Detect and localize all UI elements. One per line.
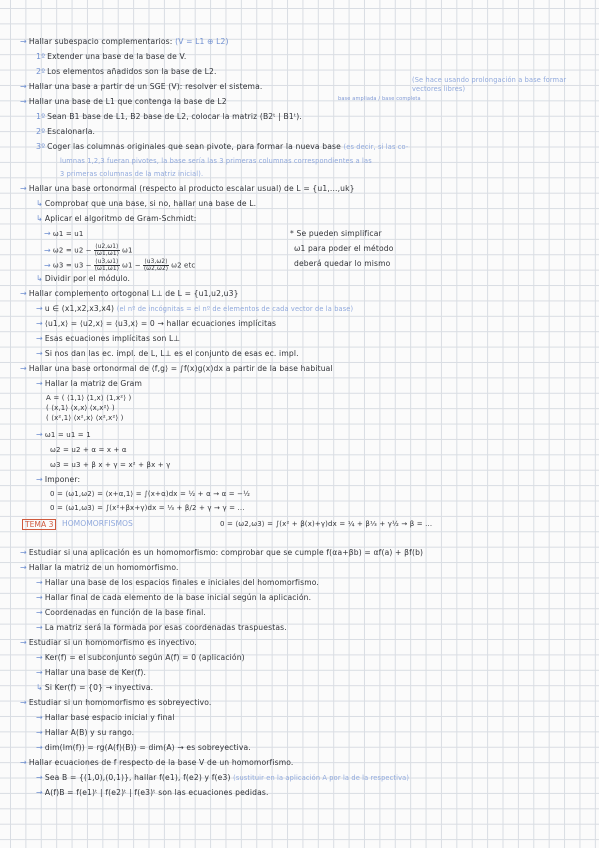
note-line: 1º Extender una base de la base de V. bbox=[36, 52, 187, 61]
note-line: → Estudiar si un homomorfismo es sobreyectivo. bbox=[20, 698, 212, 707]
note-line: 2º Los elementos añadidos son la base de L2. bbox=[36, 67, 217, 76]
section-title: HOMOMORFISMOS bbox=[62, 519, 133, 528]
margin-note: ω1 para poder el método bbox=[294, 244, 394, 253]
note-line: → ⟨u1,x⟩ = ⟨u2,x⟩ = ⟨u3,x⟩ = 0 → hallar ecuaciones implícitas bbox=[36, 319, 277, 328]
margin-note: deberá quedar lo mismo bbox=[294, 259, 391, 268]
matrix-row: ( ⟨x,1⟩ ⟨x,x⟩ ⟨x,x²⟩ ) bbox=[46, 404, 115, 412]
formula-line: ω2 = u2 + α = x + α bbox=[50, 446, 127, 454]
note-line: 1º Sean B1 base de L1, B2 base de L2, colocar la matriz (B2ᵗ | B1ᵗ). bbox=[36, 112, 302, 121]
note-line: → Hallar la matriz de Gram bbox=[36, 379, 143, 388]
margin-note: 3 primeras columnas de la matriz inicial). bbox=[60, 170, 204, 178]
formula-line: → ω1 = u1 = 1 bbox=[36, 430, 91, 439]
matrix-row: A = ( ⟨1,1⟩ ⟨1,x⟩ ⟨1,x²⟩ ) bbox=[46, 394, 132, 402]
note-line: → Estudiar si una aplicación es un homomorfismo: comprobar que se cumple f(αa+βb) = αf(a) + βf(b) bbox=[20, 548, 424, 557]
note-line: → dim(Im(f)) = rg(A(f)(B)) = dim(A) → es sobreyectiva. bbox=[36, 743, 251, 752]
section-tag: TEMA 3 bbox=[22, 519, 56, 530]
note-line: → Hallar una base a partir de un SGE (V): resolver el sistema. bbox=[20, 82, 263, 91]
note-line: → Hallar final de cada elemento de la base inicial según la aplicación. bbox=[36, 593, 312, 602]
note-line: → Estudiar si un homomorfismo es inyectivo. bbox=[20, 638, 197, 647]
note-line: → Hallar una base de L1 que contenga la base de L2 bbox=[20, 97, 227, 106]
note-line: 3º Coger las columnas originales que sean pivote, para formar la nueva base (es decir, si las co- bbox=[36, 142, 409, 151]
note-line: ↳ Comprobar que una base, si no, hallar una base de L. bbox=[36, 199, 257, 208]
formula-line: 0 = ⟨ω2,ω3⟩ = ∫(x² + β(x)+γ)dx = ¼ + β⅓ + γ½ → β = ... bbox=[220, 520, 433, 528]
note-line: ↳ Dividir por el módulo. bbox=[36, 274, 131, 283]
note-line: → Si nos dan las ec. impl. de L, L⊥ es el conjunto de esas ec. impl. bbox=[36, 349, 299, 358]
note-line: → Coordenadas en función de la base final. bbox=[36, 608, 206, 617]
note-line: → Esas ecuaciones implícitas son L⊥ bbox=[36, 334, 181, 343]
formula-line: → ω3 = u3 − $\frac{⟨u3,\omega 1⟩}{⟨\omega 1,\omega 1⟩}$ ω1 − $\frac{⟨u3,\omega 2⟩}{⟨\omega 2,\omega 2⟩}$ ω2 etc bbox=[44, 259, 196, 272]
note-line: → u ∈ (x1,x2,x3,x4) (el nº de incógnitas = el nº de elementos de cada vector de la base) bbox=[36, 304, 354, 313]
note-line: ↳ Aplicar el algoritmo de Gram-Schmidt: bbox=[36, 214, 197, 223]
note-line: → Imponer: bbox=[36, 475, 81, 484]
formula-line: → ω2 = u2 − $\frac{⟨u2,\omega 1⟩}{⟨\omega 1,\omega 1⟩}$ ω1 bbox=[44, 244, 133, 257]
formula-line: ω3 = u3 + β x + γ = x² + βx + γ bbox=[50, 461, 171, 469]
note-line: → Sea B = {(1,0),(0,1)}, hallar f(e1), f(e2) y f(e3) (sustituir en la aplicación A por la de la respectiva) bbox=[36, 773, 410, 782]
note-line: → Hallar una base ortonormal (respecto al producto escalar usual) de L = {u1,...,uk} bbox=[20, 184, 355, 193]
formula-line: → ω1 = u1 bbox=[44, 229, 84, 238]
note-line: → Ker(f) = el subconjunto según A(f) = 0 (aplicación) bbox=[36, 653, 245, 662]
note-line: → Hallar A(B) y su rango. bbox=[36, 728, 135, 737]
note-line: → Hallar ecuaciones de f respecto de la base V de un homomorfismo. bbox=[20, 758, 294, 767]
note-line: → Hallar subespacio complementarios: (V = L1 ⊕ L2) bbox=[20, 37, 229, 46]
note-line: → Hallar una base de Ker(f). bbox=[36, 668, 147, 677]
margin-note: (Se hace usando prolongación a base formar vectores libres) bbox=[412, 76, 567, 93]
matrix-row: ( ⟨x²,1⟩ ⟨x²,x⟩ ⟨x²,x²⟩ ) bbox=[46, 414, 124, 422]
note-line: 2º Escalonarla. bbox=[36, 127, 96, 136]
note-line: ↳ Si Ker(f) = {0} → inyectiva. bbox=[36, 683, 154, 692]
margin-note: * Se pueden simplificar bbox=[290, 229, 382, 238]
note-line: → A(f)B = f(e1)ᵗ | f(e2)ᵗ | f(e3)ᵗ son las ecuaciones pedidas. bbox=[36, 788, 269, 797]
note-line: → Hallar la matriz de un homomorfismo. bbox=[20, 563, 179, 572]
note-line: → Hallar complemento ortogonal L⊥ de L = {u1,u2,u3} bbox=[20, 289, 239, 298]
margin-note: lumnas 1,2,3 fueran pivotes, la base sería las 3 primeras columnas correspondientes a las bbox=[60, 157, 372, 165]
note-line: → Hallar base espacio inicial y final bbox=[36, 713, 175, 722]
formula-line: 0 = ⟨ω1,ω2⟩ = ⟨x+α,1⟩ = ∫(x+α)dx = ½ + α → α = −½ bbox=[50, 490, 251, 498]
note-line: → Hallar una base ortonormal de ⟨f,g⟩ = ∫f(x)g(x)dx a partir de la base habitual bbox=[20, 364, 333, 373]
small-note: base ampliada / base completa bbox=[338, 96, 421, 102]
formula-line: 0 = ⟨ω1,ω3⟩ = ∫(x²+βx+γ)dx = ⅓ + β/2 + γ → γ = ... bbox=[50, 504, 245, 512]
note-line: → Hallar una base de los espacios finales e iniciales del homomorfismo. bbox=[36, 578, 319, 587]
note-line: → La matriz será la formada por esas coordenadas traspuestas. bbox=[36, 623, 287, 632]
